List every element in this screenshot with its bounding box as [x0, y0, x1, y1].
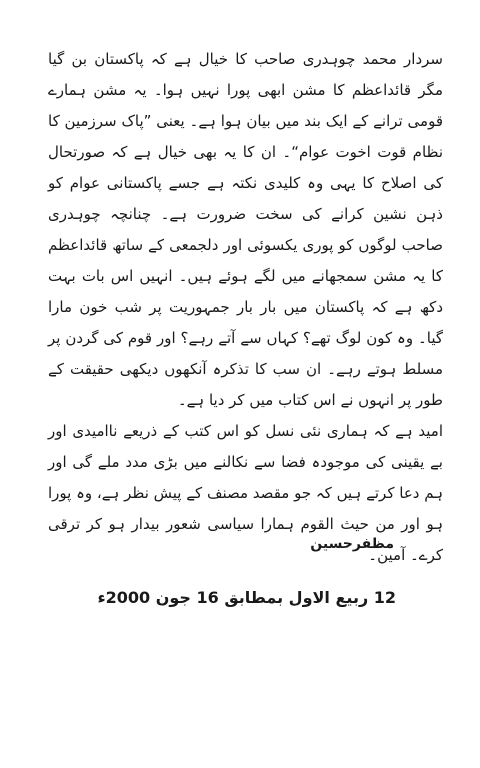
document-body: [48, 44, 443, 571]
paragraph-1: سردار محمد چوہدری صاحب کا خیال ہے کہ پاکستان بن گیا مگر قائداعظم کا مشن ابھی پورا نہیں ہوا۔ یہ مشن ہمارے قومی ترانے کے ایک بند میں بیان ہوا ہے۔ یعنی ”پاک سرزمین کا نظام قوت اخوت عوام“۔ ان کا یہ بھی خیال ہے کہ صورتحال کی اصلاح کا یہی وہ کلیدی نکتہ ہے جسے پاکستانی عوام کو ذہن نشین کرانے کی سخت ضرورت ہے۔ چنانچہ چوہدری صاحب لوگوں کو پوری یکسوئی اور دلجمعی کے ساتھ قائداعظم کا یہ مشن سمجھانے میں لگے ہوئے ہیں۔ انہیں اس بات بہت دکھ ہے کہ پاکستان میں بار بار جمہوریت پر شب خون مارا گیا۔ وہ کون لوگ تھے؟ کہاں سے آتے رہے؟ اور قوم کی گردن پر مسلط ہوتے رہے۔ ان سب کا تذکرہ آنکھوں دیکھی حقیقت کے طور پر انہوں نے اس کتاب میں کر دیا ہے۔: [48, 50, 443, 409]
date-line: 12 ربیع الاول بمطابق 16 جون 2000ء: [97, 588, 396, 607]
author-signature: مظفرحسین: [310, 536, 394, 552]
paragraph-2: امید ہے کہ ہماری نئی نسل کو اس کتب کے ذریعے ناامیدی اور بے یقینی کی موجودہ فضا سے نکالنے میں بڑی مدد ملے گی اور ہم دعا کرتے ہیں کہ جو مقصد مصنف کے پیش نظر ہے، وہ پورا ہو اور من حیث القوم ہمارا سیاسی شعور بیدار ہو کر ترقی کرے۔ آمین۔: [48, 422, 443, 564]
